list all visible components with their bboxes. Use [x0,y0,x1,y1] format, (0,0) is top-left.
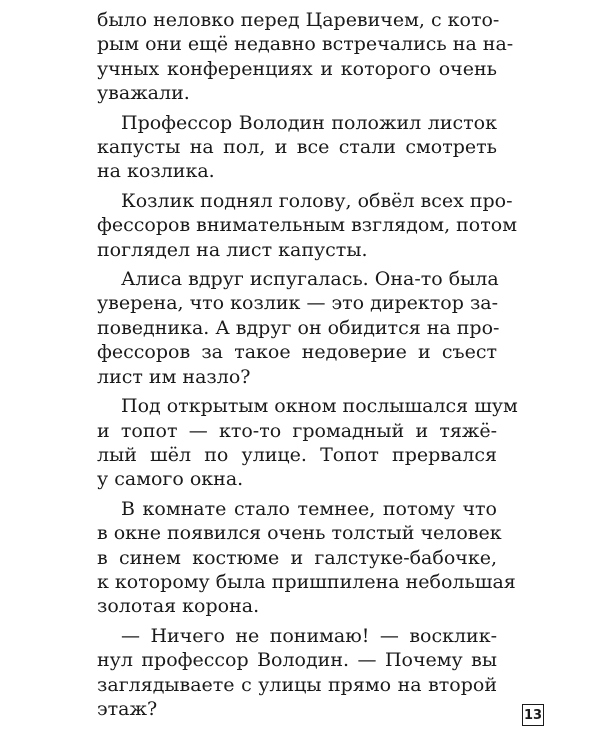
text-line: к которому была пришпилена небольшая [97,570,516,593]
text-line: на козлика. [97,160,215,183]
text-line: в синем костюме и галстуке-бабочке, [97,546,497,569]
text-line: В комнате стало темнее, потому что [121,497,497,520]
text-line: в окне появился очень толстый человек [97,522,502,545]
text-line: Козлик поднял голову, обвёл всех про- [121,189,513,212]
text-line: золотая корона. [97,595,260,618]
text-line: поведника. А вдруг он обидится на про- [97,316,500,339]
text-line: лист им назло? [97,365,251,388]
paragraph [97,267,500,389]
text-line: и топот — кто-то громадный и тяжё- [97,419,497,442]
text-line: рым они ещё недавно встречались на на- [97,33,514,56]
text-line: капусты на пол, и все стали смотреть [97,136,497,159]
text-line: уверена, что козлик — это директор за- [97,292,499,315]
text-line: у самого окна. [97,468,244,491]
paragraph [97,111,497,184]
text-line: нул профессор Володин. — Почему вы [97,649,497,672]
text-line: Профессор Володин положил листок [121,111,497,134]
text-column [97,8,518,726]
paragraph [97,8,514,106]
paragraph [97,394,518,492]
text-line: фессоров за такое недоверие и съест [97,341,497,364]
paragraph [97,189,517,262]
text-line: уважали. [97,82,190,105]
text-line: учных конференциях и которого очень [97,57,497,80]
text-line: заглядываете с улицы прямо на второй [97,673,497,696]
text-line: фессоров внимательным взглядом, потом [97,214,517,237]
text-line: этаж? [97,697,158,720]
text-line: Под открытым окном послышался шум [121,395,518,418]
text-line: поглядел на лист капусты. [97,238,368,261]
text-line: — Ничего не понимаю! — восклик- [121,624,497,647]
paragraph [97,497,516,619]
paragraph [97,624,497,722]
text-line: было неловко перед Царевичем, с кото- [97,9,500,31]
text-line: лый шёл по улице. Топот прервался [97,443,497,466]
text-line: Алиса вдруг испугалась. Она-то была [121,268,499,291]
page-number: 13 [522,704,544,726]
